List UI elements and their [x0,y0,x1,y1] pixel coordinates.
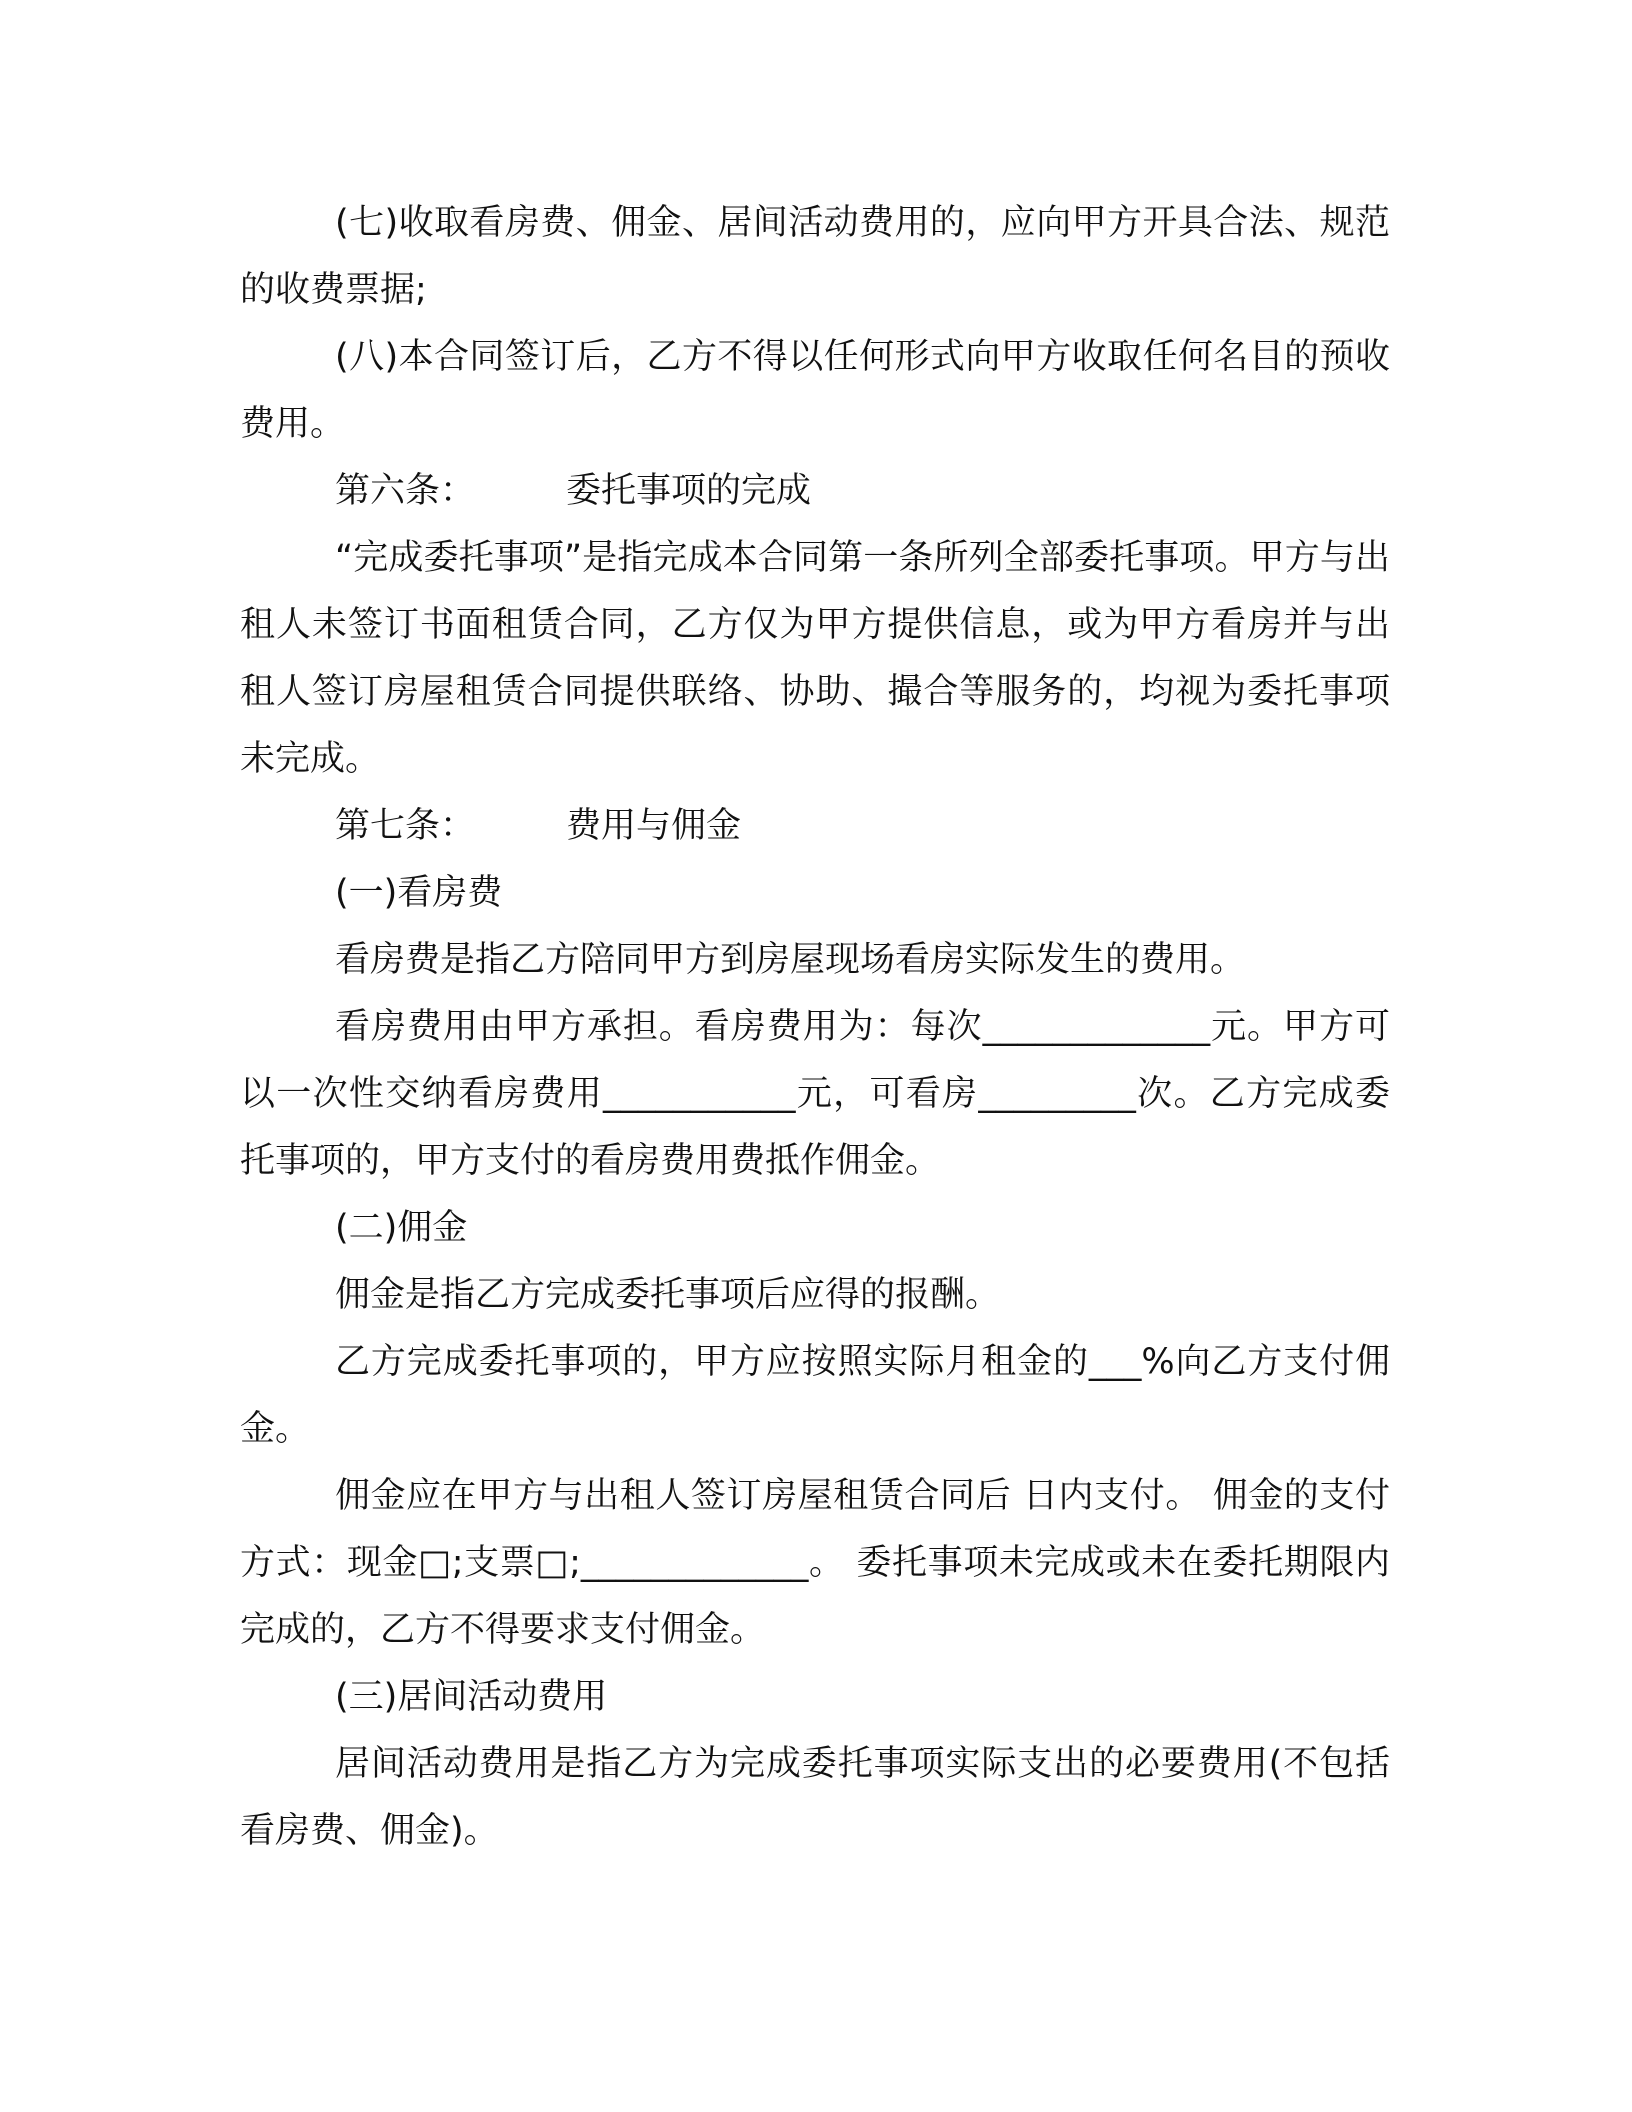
viewing-fee-terms: 看房费用由甲方承担。看房费用为：每次_____________元。甲方可以一次性交纳看房费用___________元，可看房_________次。乙方完成委托事项的，甲方支付的看房费用费抵作佣金。 [240,1007,1390,1181]
commission-rate: 乙方完成委托事项的，甲方应按照实际月租金的___%向乙方支付佣金。 [240,1342,1390,1449]
article-7-heading [240,793,1390,860]
commission-definition: 佣金是指乙方完成委托事项后应得的报酬。 [335,1275,1001,1315]
commission-heading: (二)佣金 [335,1208,468,1248]
article-6-label: 第六条： [335,471,476,511]
viewing-fee-definition: 看房费是指乙方陪同甲方到房屋现场看房实际发生的费用。 [335,940,1246,980]
clause-8-no-prepayment: (八)本合同签订后，乙方不得以任何形式向甲方收取任何名目的预收费用。 [240,337,1390,444]
article-7-label: 第七条： [335,806,476,846]
commission-payment: 佣金应在甲方与出租人签订房屋租赁合同后 日内支付。 佣金的支付方式：现金□;支票□;_____________。 委托事项未完成或未在委托期限内完成的，乙方不得要求支付佣金。 [240,1476,1390,1650]
article-7-title: 费用与佣金 [566,806,742,846]
document-body [240,190,1390,1865]
brokerage-expenses-heading: (三)居间活动费用 [335,1677,608,1717]
brokerage-expenses-definition: 居间活动费用是指乙方为完成委托事项实际支出的必要费用(不包括看房费、佣金)。 [240,1744,1390,1851]
clause-7-receipts: (七)收取看房费、佣金、居间活动费用的，应向甲方开具合法、规范的收费票据; [240,203,1390,310]
article-6-title: 委托事项的完成 [566,471,812,511]
viewing-fee-heading: (一)看房费 [335,873,503,913]
article-6-heading [240,458,1390,525]
article-6-body: “完成委托事项”是指完成本合同第一条所列全部委托事项。甲方与出租人未签订书面租赁合同，乙方仅为甲方提供信息，或为甲方看房并与出租人签订房屋租赁合同提供联络、协助、撮合等服务的，均视为委托事项未完成。 [240,538,1390,779]
